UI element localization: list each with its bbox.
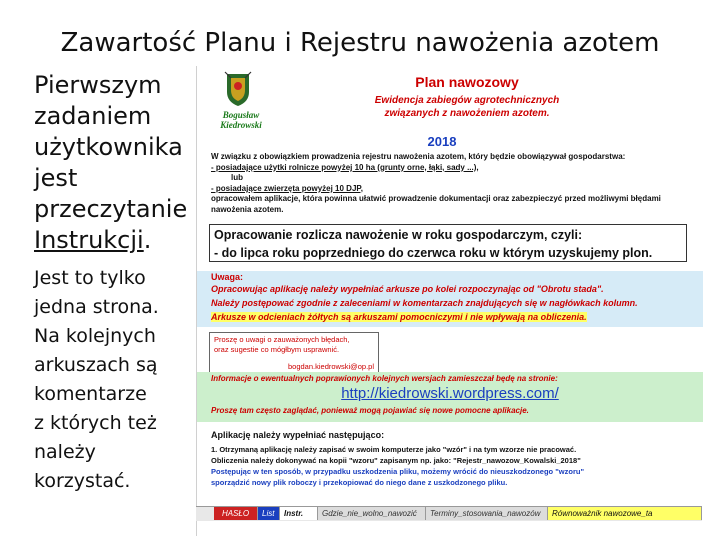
- tab-haslo[interactable]: HASŁO: [214, 507, 258, 520]
- intro-line: W związku z obowiązkiem prowadzenia rejestru nawożenia azotem, który będzie obowiązywał gospodarstwa:: [211, 152, 626, 161]
- left-line: z których też: [34, 412, 157, 434]
- tab-list[interactable]: List: [258, 507, 280, 520]
- left-line: arkuszach są: [34, 354, 158, 376]
- settlement-line: - do lipca roku poprzedniego do czerwca roku w którym uzyskujemy plon.: [214, 246, 653, 260]
- steps-heading: Aplikację należy wypełniać następująco:: [211, 430, 385, 440]
- warning-label: Uwaga:: [211, 272, 244, 282]
- instruction-suffix: .: [143, 226, 152, 254]
- tab-gdzie-nie-wolno[interactable]: Gdzie_nie_wolno_nawozić: [318, 507, 426, 520]
- plan-year: 2018: [427, 134, 457, 149]
- plan-subtitle: [327, 94, 607, 120]
- instruction-line: [34, 225, 194, 256]
- left-small-text: [34, 264, 194, 496]
- plan-subtitle-line: związanych z nawożeniem azotem.: [384, 108, 550, 119]
- step-line: 1. Otrzymaną aplikację należy zapisać w swoim komputerze jako "wzór" i na tym wzorze nie pracować.: [211, 445, 577, 454]
- contact-line: oraz sugestie co mógłbym usprawnić.: [214, 345, 340, 354]
- intro-line: nawożenia azotem.: [211, 204, 284, 214]
- warning-line: Opracowując aplikację należy wypełniać arkusze po kolei rozpoczynając od "Obrotu stada".: [211, 284, 604, 294]
- left-line: przeczytanie: [34, 195, 188, 223]
- left-text-column: [34, 70, 194, 496]
- intro-line: - posiadające zwierzęta powyżej 10 DJP,: [211, 183, 363, 193]
- tab-terminy[interactable]: Terminy_stosowania_nawozów: [426, 507, 548, 520]
- intro-line: lub: [231, 173, 243, 182]
- intro-text: [211, 152, 697, 215]
- tab-rownowaznik[interactable]: Równoważnik nawozowe_ta: [548, 507, 702, 520]
- settlement-line: Opracowanie rozlicza nawożenie w roku gospodarczym, czyli:: [214, 228, 583, 242]
- warning-line: Arkusze w odcieniach żółtych są arkuszami pomocniczymi i nie wpływają na obliczenia.: [211, 312, 587, 322]
- left-line: Jest to tylko: [34, 267, 146, 289]
- left-line: należy: [34, 441, 96, 463]
- intro-line: opracowałem aplikacje, która powinna ułatwić prowadzenie dokumentacji oraz zabezpieczyć przed możliwymi błędami: [211, 194, 661, 203]
- intro-line: - posiadające użytki rolnicze powyżej 10 ha (grunty orne, łąki, sady ...),: [211, 162, 479, 172]
- instruction-link[interactable]: Instrukcji: [34, 226, 144, 254]
- step-line: Obliczenia należy dokonywać na kopii "wzoru" zapisanym np. jako: "Rejestr_nawozow_Kowalski_2018": [211, 456, 581, 465]
- tab-instr[interactable]: Instr.: [280, 507, 318, 520]
- left-line: jedna strona.: [34, 296, 159, 318]
- left-big-text: [34, 70, 194, 256]
- slide-title: Zawartość Planu i Rejestru nawożenia azotem: [60, 28, 660, 58]
- spreadsheet-screenshot: [196, 66, 703, 536]
- plan-subtitle-line: Ewidencja zabiegów agrotechnicznych: [374, 95, 560, 106]
- contact-line: Proszę o uwagi o zauważonych błędach,: [214, 335, 350, 344]
- step-line: Postępując w ten sposób, w przypadku uszkodzenia pliku, możemy wrócić do nieuszkodzonego "wzoru": [211, 467, 585, 476]
- sheet-tab-bar: [196, 506, 702, 521]
- left-line: jest: [34, 164, 78, 192]
- plan-title: Plan nawozowy: [415, 74, 519, 90]
- left-line: użytkownika: [34, 133, 183, 161]
- left-line: komentarze: [34, 383, 147, 405]
- left-line: Na kolejnych: [34, 325, 156, 347]
- steps-list: [211, 444, 701, 488]
- left-line: korzystać.: [34, 470, 131, 492]
- contact-email[interactable]: bogdan.kiedrowski@op.pl: [288, 362, 374, 371]
- contact-box: [209, 332, 379, 374]
- step-line: sporządzić nowy plik roboczy i przekopiować do niego dane z uszkodzonego pliku.: [211, 478, 508, 487]
- website-link[interactable]: http://kiedrowski.wordpress.com/: [341, 385, 559, 402]
- settlement-box: [209, 224, 687, 262]
- left-line: Pierwszym: [34, 71, 162, 99]
- left-line: zadaniem: [34, 102, 152, 130]
- coat-of-arms-icon: [223, 70, 253, 108]
- info-text: Informacje o ewentualnych poprawionych kolejnych wersjach zamieszczał będę na stronie:: [211, 374, 558, 383]
- info-text: Proszę tam często zaglądać, ponieważ mogą pojawiać się nowe pomocne aplikacje.: [211, 406, 529, 415]
- author-name: Bogusław Kiedrowski: [220, 110, 262, 130]
- warning-line: Należy postępować zgodnie z zaleceniami w komentarzach znajdujących się w nagłówkach kolumn.: [211, 298, 638, 308]
